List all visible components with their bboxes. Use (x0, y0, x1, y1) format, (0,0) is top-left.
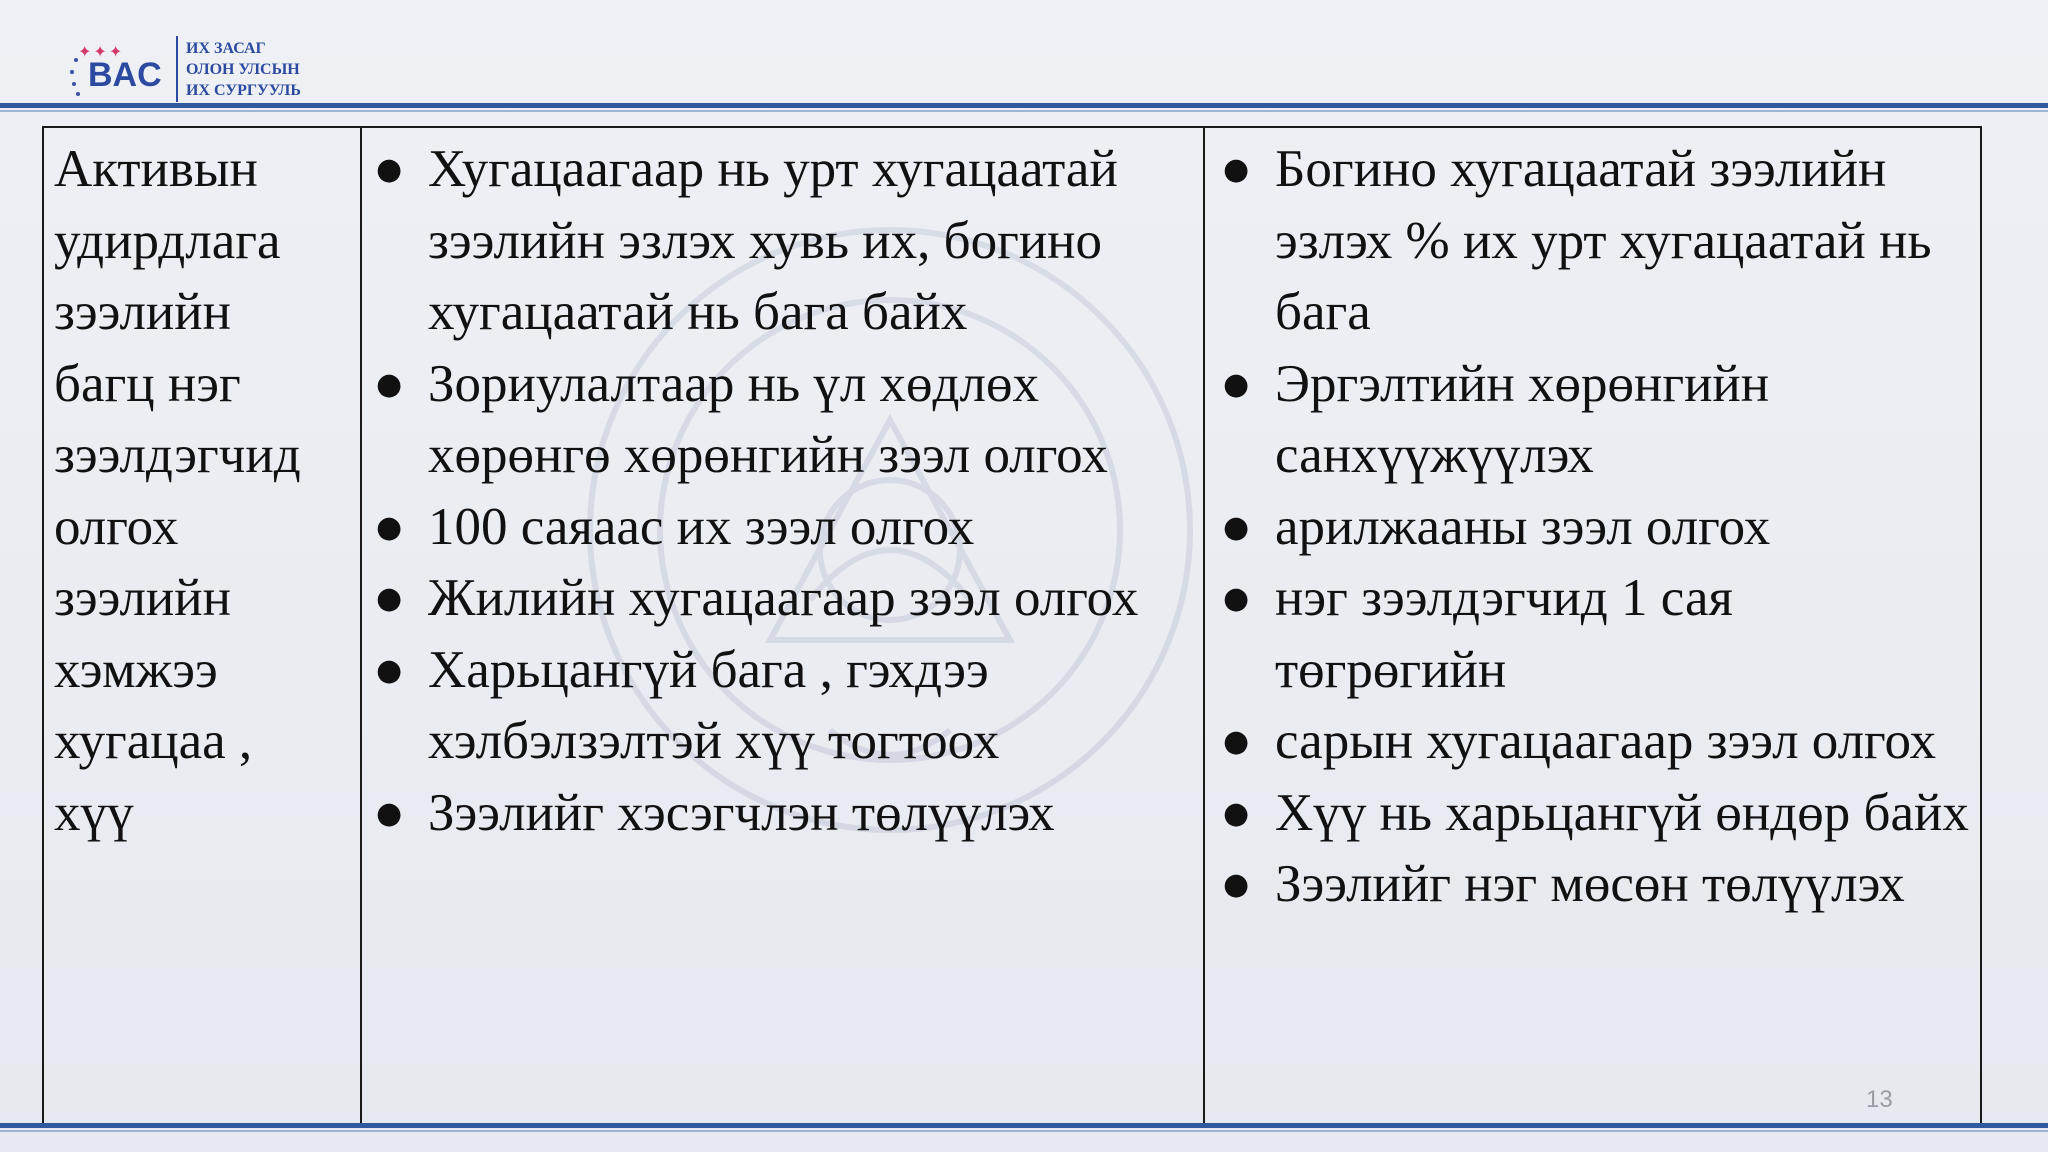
bullet-list (370, 134, 1193, 849)
list-item: ● арилжааны зээл олгох (1217, 492, 1970, 564)
logo-divider (176, 36, 178, 102)
table-cell-conservative (362, 128, 1205, 1123)
header-rule (0, 103, 2048, 108)
list-item: ● Жилийн хугацаагаар зээл олгох (370, 563, 1193, 635)
topic-line: олгох (54, 497, 179, 556)
logo-line-1: ИХ ЗАСАГ (186, 39, 266, 57)
logo-brand: BAC (88, 56, 162, 94)
topic-line: хүү (54, 783, 134, 842)
list-item: ● нэг зээлдэгчид 1 сая төгрөгийн (1217, 563, 1970, 706)
list-item: ● 100 саяаас их зээл олгох (370, 492, 1193, 564)
stars-icon: ✦✦✦ (78, 42, 125, 61)
bullet-list (1217, 134, 1970, 921)
list-item: ● Хугацаагаар нь урт хугацаатай зээлийн эзлэх хувь их, богино хугацаатай нь бага байх (370, 134, 1193, 349)
list-item: ● Зориулалтаар нь үл хөдлөх хөрөнгө хөрөнгийн зээл олгох (370, 349, 1193, 492)
dots-decoration (70, 50, 84, 100)
topic-line: зээлийн (54, 283, 232, 341)
logo-emblem (68, 36, 168, 102)
list-item: ● Хүү нь харьцангүй өндөр байх (1217, 778, 1970, 850)
topic-line: хэмжээ (54, 640, 218, 699)
topic-line: зээлдэгчид (54, 426, 301, 484)
table-cell-aggressive (1205, 128, 1980, 1123)
logo-line-2: ОЛОН УЛСЫН (186, 60, 300, 78)
list-item: ● Зээлийг хэсэгчлэн төлүүлэх (370, 778, 1193, 850)
list-item: ● Зээлийг нэг мөсөн төлүүлэх (1217, 849, 1970, 921)
page-number: 13 (1866, 1086, 1893, 1113)
comparison-table (42, 126, 1982, 1125)
table-cell-topic (44, 128, 362, 1123)
footer-rule-thin (0, 1130, 2048, 1132)
logo-wordmark (186, 38, 301, 101)
logo-line-3: ИХ СУРГУУЛЬ (186, 81, 301, 99)
list-item: ● Эргэлтийн хөрөнгийн санхүүжүүлэх (1217, 349, 1970, 492)
topic-line: багц нэг (54, 354, 241, 413)
university-logo (68, 34, 301, 104)
list-item: ● Богино хугацаатай зээлийн эзлэх % их урт хугацаатай нь бага (1217, 134, 1970, 349)
topic-line: хугацаа , (54, 712, 253, 770)
footer-rule (0, 1123, 2048, 1128)
topic-line: зээлийн (54, 569, 232, 627)
topic-line: удирдлага (54, 211, 281, 270)
topic-line: Активын (54, 140, 258, 198)
list-item: ● Харьцангүй бага , гэхдээ хэлбэлзэлтэй хүү тогтоох (370, 635, 1193, 778)
header-rule-thin (0, 110, 2048, 112)
list-item: ● сарын хугацаагаар зээл олгох (1217, 706, 1970, 778)
